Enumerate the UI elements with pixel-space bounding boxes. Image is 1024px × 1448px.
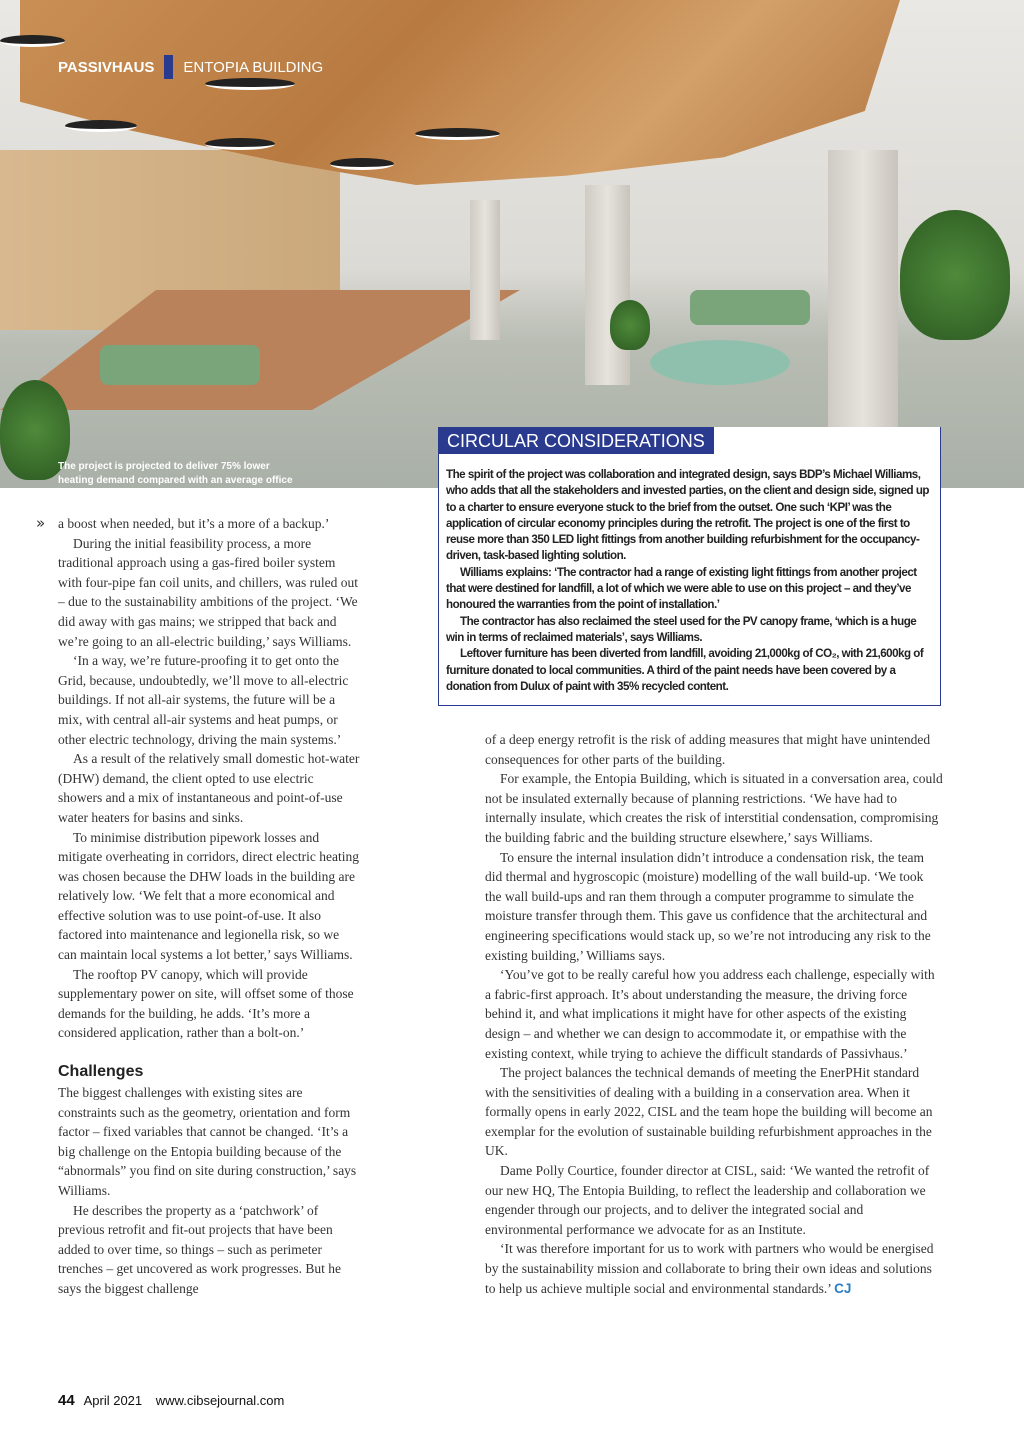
sidebar-paragraph: The contractor has also reclaimed the steel used for the PV canopy frame, ‘which is a huge win in terms of reclaimed materials’, says Williams.: [446, 614, 917, 644]
left-column: [58, 514, 360, 1299]
body-paragraph: The project balances the technical demands of meeting the EnerPHit standard with the sensitivities of dealing with a building in a conservation area. When it formally opens in early 2022, CISL and the team hope the building will become an exemplar for the evolution of sustainable building refurbishment approaches in the UK.: [485, 1065, 933, 1159]
sidebar-box: [438, 427, 941, 706]
image-caption: [58, 460, 293, 488]
subsection-label: ENTOPIA BUILDING: [183, 58, 324, 76]
body-paragraph: a boost when needed, but it’s a more of a backup.’: [58, 516, 330, 531]
body-paragraph: As a result of the relatively small domestic hot-water (DHW) demand, the client opted to use electric showers and a mix of instantaneous and point-of-use water heaters for basins and sinks.: [58, 751, 360, 825]
page-number: 44: [58, 1392, 75, 1409]
body-paragraph: The biggest challenges with existing sites are constraints such as the geometry, orientation and form factor – fixed variables that cannot be changed. ‘It’s a big challenge on the Entopia building because of the “abnormals” you find on site during construction,’ says Williams.: [58, 1085, 357, 1198]
sidebar-body: [446, 467, 932, 695]
body-paragraph: To minimise distribution pipework losses and mitigate overheating in corridors, direct electric heating was chosen because the DHW loads in the building are relatively low. ‘We felt that a more economical and effective solution was to use point-of-use. It also factored into maintenance and legionella risk, so we can maintain local systems a lot better,’ says Williams.: [58, 829, 360, 963]
body-paragraph: The rooftop PV canopy, which will provide supplementary power on site, will offset some of those demands for the building, he adds. ‘It’s more a considered application, rather than a bolt-on.’: [58, 966, 354, 1041]
page-footer: [58, 1392, 294, 1409]
hero-image: [0, 0, 1024, 488]
body-paragraph: ‘You’ve got to be really careful how you address each challenge, especially with a fabric-first approach. It’s about understanding the measure, the driving force behind it, and what implications it might have for other aspects of the existing design – and whether we can design to accommodate it, or empathise with the existing context, while trying to achieve the difficult standards of Passivhaus.’: [485, 967, 935, 1061]
continued-chevron-icon: »: [36, 514, 46, 532]
issue-date: April 2021: [83, 1393, 143, 1408]
sidebar-title: CIRCULAR CONSIDERATIONS: [439, 427, 714, 454]
body-paragraph: He describes the property as a ‘patchwork’ of previous retrofit and fit-out projects that have been added to over time, so things – such as perimeter trenches – get uncovered as work progresses. But he says the biggest challenge: [58, 1202, 342, 1296]
sidebar-paragraph: Williams explains: ‘The contractor had a range of existing light fittings from another project that were destined for landfill, a lot of which we were able to use on this project – and they’ve honoured the warranties from the point of installation.’: [446, 565, 917, 612]
body-paragraph: For example, the Entopia Building, which is situated in a conversation area, could not be insulated externally because of planning restrictions. ‘We have had to internally insulate, which creates the risk of interstitial condensation, compromising the building fabric and the building structure elsewhere,’ says Williams.: [485, 771, 943, 845]
body-paragraph: of a deep energy retrofit is the risk of adding measures that might have unintended consequences for other parts of the building.: [485, 732, 931, 767]
right-column: [485, 730, 943, 1298]
body-paragraph: ‘In a way, we’re future-proofing it to get onto the Grid, because, undoubtedly, we’ll move to all-electric buildings. If not all-air systems, the future will be a mix, with central all-air systems and heat pumps, or other electric technology, driving the main systems.’: [58, 653, 349, 747]
sidebar-paragraph: The spirit of the project was collaboration and integrated design, says BDP’s Michael Williams, who adds that all the stakeholders and invested parties, on the client and design side, signed up to a charter to ensure everyone stuck to the brief from the outset. One such ‘KPI’ was the application of circular economy principles during the retrofit. The project is one of the first to reuse more than 350 LED light fittings from another building refurbishment for the occupancy-driven, task-based lighting solution.: [446, 468, 929, 563]
website-link[interactable]: www.cibsejournal.com: [155, 1393, 285, 1408]
caption-line: The project is projected to deliver 75% lower: [58, 461, 270, 472]
kicker-divider: [164, 55, 173, 79]
section-heading: Challenges: [58, 1063, 144, 1081]
body-paragraph: ‘It was therefore important for us to work with partners who would be energised by the sustainability mission and collaborate to bring their own ideas and solutions to help us achieve multiple social and environmental standards.’: [485, 1241, 934, 1296]
section-label: PASSIVHAUS: [58, 58, 155, 76]
author-signoff: CJ: [834, 1280, 852, 1296]
section-kicker: [58, 55, 323, 79]
sidebar-paragraph: Leftover furniture has been diverted from landfill, avoiding 21,000kg of CO₂, with 21,600kg of furniture donated to local communities. A third of the paint needs have been covered by a donation from Dulux of paint with 35% recycled content.: [446, 647, 924, 693]
body-paragraph: During the initial feasibility process, a more traditional approach using a gas-fired boiler system with four-pipe fan coil units, and chillers, was ruled out – due to the sustainability ambitions of the project. ‘We did away with gas mains; we stripped that back and we’re going to an all-electric building,’ says Williams.: [58, 535, 359, 649]
caption-line: heating demand compared with an average office: [58, 475, 293, 486]
body-paragraph: To ensure the internal insulation didn’t introduce a condensation risk, the team did thermal and hygroscopic (moisture) modelling of the wall build-up. ‘We took the wall build-ups and ran them through a computer programme to simulate the moisture transfer through them. This gave us confidence that the architectural and engineering specifications would stack up, so we’re not introducing any risk to the existing building,’ Williams says.: [485, 849, 931, 963]
body-paragraph: Dame Polly Courtice, founder director at CISL, said: ‘We wanted the retrofit of our new HQ, The Entopia Building, to reflect the leadership and collaboration we engender through our projects, and to deliver the integrated social and environmental performance we advocate for as an Institute.: [485, 1163, 930, 1237]
